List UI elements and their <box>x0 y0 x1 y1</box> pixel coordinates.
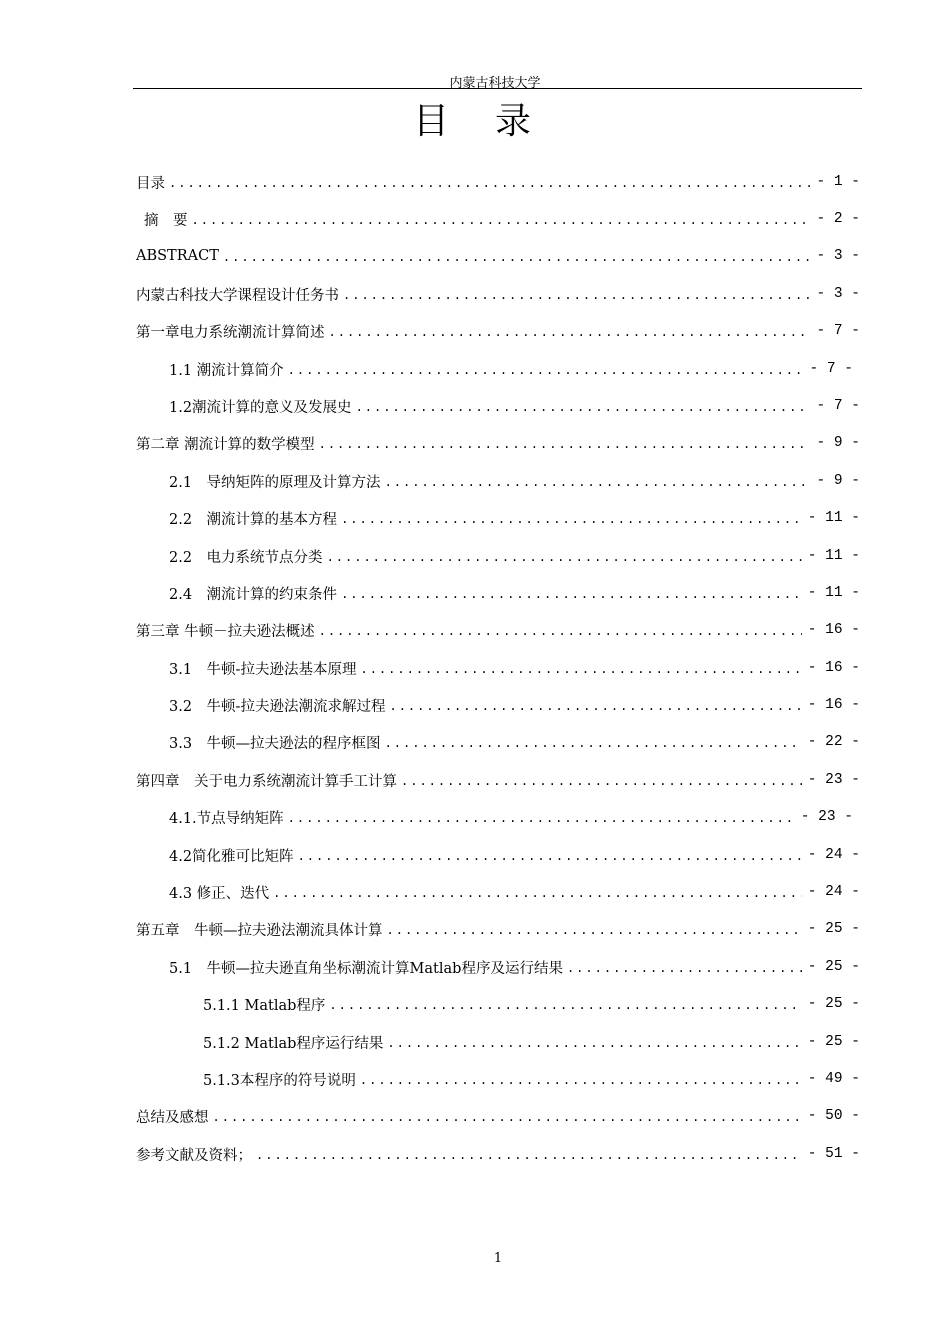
toc-entry-page: - 11 - <box>807 585 860 601</box>
toc-entry[interactable] <box>169 357 853 381</box>
toc-entry[interactable] <box>169 730 860 754</box>
toc-entry-page: - 11 - <box>807 510 860 526</box>
toc-entry-label: 3.1 牛顿-拉夫逊法基本原理 <box>169 661 357 678</box>
toc-entry-label: 第二章 潮流计算的数学模型 <box>136 436 315 453</box>
header-rule <box>133 88 862 89</box>
dot-leader <box>223 247 811 265</box>
toc-entry[interactable] <box>136 917 860 941</box>
dot-leader <box>329 322 811 340</box>
toc-entry-page: - 2 - <box>816 211 860 227</box>
toc-entry[interactable] <box>169 693 860 717</box>
dot-leader <box>298 846 802 864</box>
toc-entry-page: - 9 - <box>816 435 860 451</box>
page-number: 1 <box>493 1251 503 1266</box>
toc-entry-page: - 1 - <box>816 174 860 190</box>
toc-entry[interactable] <box>169 506 860 530</box>
toc-entry-label: 第五章 牛顿—拉夫逊法潮流具体计算 <box>136 922 383 939</box>
dot-leader <box>288 360 804 378</box>
toc-entry-page: - 3 - <box>816 248 860 264</box>
dot-leader <box>385 733 802 751</box>
dot-leader <box>401 771 802 789</box>
toc-entry-label: 4.2简化雅可比矩阵 <box>169 848 294 865</box>
dot-leader <box>319 621 802 639</box>
toc-entry-label: 1.2潮流计算的意义及发展史 <box>169 399 352 416</box>
dot-leader <box>360 659 801 677</box>
toc-entry[interactable] <box>136 1104 860 1128</box>
dot-leader <box>360 1070 802 1088</box>
running-header: 内蒙古科技大学 <box>449 76 541 91</box>
dot-leader <box>389 696 801 714</box>
dot-leader <box>327 547 802 565</box>
toc-entry[interactable] <box>136 319 860 343</box>
dot-leader <box>356 397 811 415</box>
toc-entry-label: 5.1.3本程序的符号说明 <box>203 1072 356 1089</box>
toc-entry-label: 2.1 导纳矩阵的原理及计算方法 <box>169 474 381 491</box>
toc-entry[interactable] <box>169 843 860 867</box>
dot-leader <box>288 808 795 826</box>
toc-entry-label: 2.2 潮流计算的基本方程 <box>169 511 338 528</box>
toc-entry[interactable] <box>136 1142 860 1166</box>
dot-leader <box>192 210 811 228</box>
toc-entry[interactable] <box>136 244 860 268</box>
dot-leader <box>567 958 802 976</box>
toc-entry-label: 摘 要 <box>144 212 188 229</box>
toc-entry-page: - 22 - <box>807 734 860 750</box>
toc-entry[interactable] <box>144 207 860 231</box>
toc-entry-page: - 25 - <box>807 959 860 975</box>
toc-entry-page: - 49 - <box>807 1071 860 1087</box>
toc-entry-label: 5.1 牛顿—拉夫逊直角坐标潮流计算Matlab程序及运行结果 <box>169 960 563 977</box>
toc-entry[interactable] <box>136 768 860 792</box>
toc-title: 目录 <box>412 101 577 142</box>
dot-leader <box>341 509 802 527</box>
toc-entry-label: 内蒙古科技大学课程设计任务书 <box>136 287 339 304</box>
toc-entry[interactable] <box>169 581 860 605</box>
toc-entry-label: 2.2 电力系统节点分类 <box>169 549 323 566</box>
toc-entry-page: - 25 - <box>807 1034 860 1050</box>
toc-entry-label: ABSTRACT <box>136 248 219 264</box>
toc-entry[interactable] <box>203 1067 860 1091</box>
toc-entry-page: - 9 - <box>816 473 860 489</box>
dot-leader <box>273 883 802 901</box>
toc-entry[interactable] <box>169 880 860 904</box>
toc-entry-page: - 51 - <box>807 1146 860 1162</box>
dot-leader <box>387 920 802 938</box>
toc-entry-page: - 7 - <box>816 398 860 414</box>
toc-entry-label: 目录 <box>136 175 165 192</box>
toc-entry[interactable] <box>169 955 860 979</box>
toc-entry-page: - 50 - <box>807 1108 860 1124</box>
toc-entry-page: - 3 - <box>816 286 860 302</box>
toc-entry-page: - 23 - <box>800 809 853 825</box>
dot-leader <box>213 1107 802 1125</box>
toc-entry-page: - 25 - <box>807 921 860 937</box>
dot-leader <box>319 434 811 452</box>
toc-entry[interactable] <box>169 544 860 568</box>
dot-leader <box>169 173 810 191</box>
toc-entry-label: 1.1 潮流计算简介 <box>169 362 284 379</box>
toc-entry-page: - 16 - <box>807 622 860 638</box>
toc-entry[interactable] <box>169 805 853 829</box>
toc-entry-label: 3.2 牛顿-拉夫逊法潮流求解过程 <box>169 698 386 715</box>
dot-leader <box>343 285 810 303</box>
toc-entry-label: 3.3 牛顿—拉夫逊法的程序框图 <box>169 735 381 752</box>
toc-entry[interactable] <box>203 992 860 1016</box>
toc-entry-page: - 23 - <box>807 772 860 788</box>
toc-entry-label: 第三章 牛顿－拉夫逊法概述 <box>136 623 315 640</box>
toc-entry-page: - 16 - <box>807 697 860 713</box>
toc-entry-page: - 11 - <box>807 548 860 564</box>
toc-entry-label: 5.1.1 Matlab程序 <box>203 997 326 1014</box>
toc-entry-page: - 24 - <box>807 884 860 900</box>
toc-entry[interactable] <box>136 282 860 306</box>
toc-entry[interactable] <box>169 656 860 680</box>
toc-entry-label: 参考文献及资料； <box>136 1147 252 1164</box>
toc-entry[interactable] <box>136 618 860 642</box>
toc-entry-page: - 24 - <box>807 847 860 863</box>
toc-entry-label: 总结及感想 <box>136 1109 209 1126</box>
toc-entry-page: - 16 - <box>807 660 860 676</box>
toc-entry[interactable] <box>203 1030 860 1054</box>
toc-entry[interactable] <box>169 394 860 418</box>
dot-leader <box>387 1033 801 1051</box>
toc-entry-page: - 25 - <box>807 996 860 1012</box>
dot-leader <box>256 1145 802 1163</box>
dot-leader <box>385 472 811 490</box>
toc-entry[interactable] <box>136 170 860 194</box>
toc-entry-label: 4.1.节点导纳矩阵 <box>169 810 284 827</box>
toc-entry-label: 第四章 关于电力系统潮流计算手工计算 <box>136 773 397 790</box>
dot-leader <box>341 584 802 602</box>
dot-leader <box>329 995 801 1013</box>
toc-entry-label: 5.1.2 Matlab程序运行结果 <box>203 1035 384 1052</box>
toc-entry[interactable] <box>169 469 860 493</box>
toc-entry-page: - 7 - <box>809 361 853 377</box>
toc-entry-label: 4.3 修正、迭代 <box>169 885 270 902</box>
toc-entry-label: 第一章电力系统潮流计算简述 <box>136 324 325 341</box>
toc-entry[interactable] <box>136 431 860 455</box>
toc-entry-page: - 7 - <box>816 323 860 339</box>
toc-entry-label: 2.4 潮流计算的约束条件 <box>169 586 338 603</box>
